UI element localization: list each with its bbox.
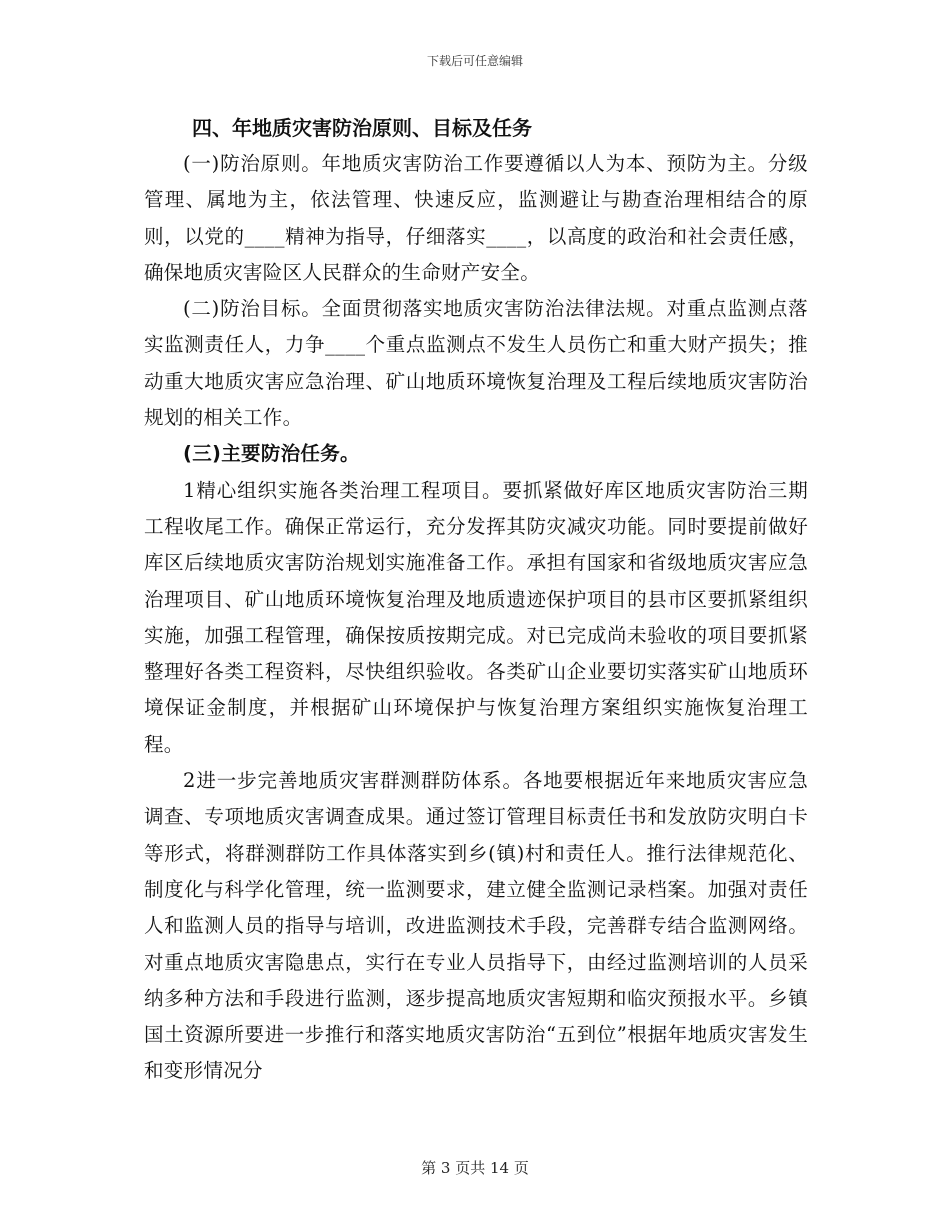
- paragraph-task-1: 1精心组织实施各类治理工程项目。要抓紧做好库区地质灾害防治三期工程收尾工作。确保正常运行，充分发挥其防灾减灾功能。同时要提前做好库区后续地质灾害防治规划实施准备工作。承担有国家和省级地质灾害应急治理项目、矿山地质环境恢复治理及地质遗迹保护项目的县市区要抓紧组织实施，加强工程管理，确保按质按期完成。对已完成尚未验收的项目要抓紧整理好各类工程资料，尽快组织验收。各类矿山企业要切实落实矿山地质环境保证金制度，并根据矿山环境保护与恢复治理方案组织实施恢复治理工程。: [144, 478, 808, 756]
- section-heading: 四、年地质灾害防治原则、目标及任务: [192, 116, 532, 140]
- page-number-footer: 第 3 页共 14 页: [421, 1159, 529, 1177]
- document-body: [144, 110, 808, 1090]
- subheading-main-tasks: (三)主要防治任务。: [183, 442, 360, 466]
- paragraph-task-2: 2进一步完善地质灾害群测群防体系。各地要根据近年来地质灾害应急调查、专项地质灾害调查成果。通过签订管理目标责任书和发放防灾明白卡等形式，将群测群防工作具体落实到乡(镇)村和责任人。推行法律规范化、制度化与科学化管理，统一监测要求，建立健全监测记录档案。加强对责任人和监测人员的指导与培训，改进监测技术手段，完善群专结合监测网络。对重点地质灾害隐患点，实行在专业人员指导下，由经过监测培训的人员采纳多种方法和手段进行监测，逐步提高地质灾害短期和临灾预报水平。乡镇国土资源所要进一步推行和落实地质灾害防治“五到位”根据年地质灾害发生和变形情况分: [144, 769, 808, 1083]
- paragraph-prevention-goal: (二)防治目标。全面贯彻落实地质灾害防治法律法规。对重点监测点落实监测责任人，力争____个重点监测点不发生人员伤亡和重大财产损失；推动重大地质灾害应急治理、矿山地质环境恢复治理及工程后续地质灾害防治规划的相关工作。: [144, 297, 808, 430]
- paragraph-prevention-principle: (一)防治原则。年地质灾害防治工作要遵循以人为本、预防为主。分级管理、属地为主，依法管理、快速反应，监测避让与勘查治理相结合的原则，以党的____精神为指导，仔细落实____，以高度的政治和社会责任感，确保地质灾害险区人民群众的生命财产安全。: [144, 152, 808, 284]
- page-header: 下载后可任意编辑: [426, 54, 523, 68]
